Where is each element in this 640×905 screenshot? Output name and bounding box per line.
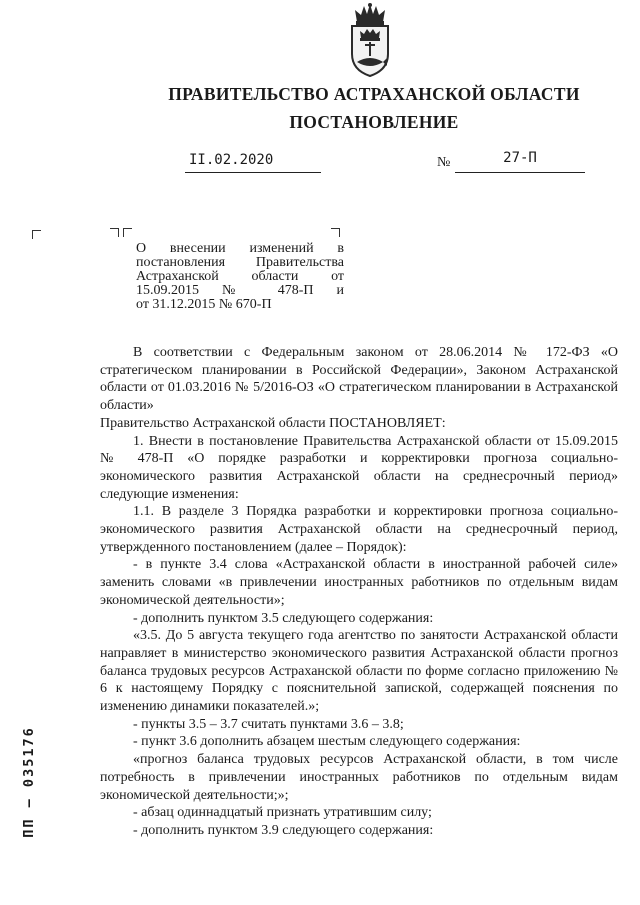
paragraph: Правительство Астраханской области ПОСТАНОВЛЯЕТ: [100,415,446,431]
number-label: № [437,155,451,170]
document-type-heading: ПОСТАНОВЛЕНИЕ [289,112,459,132]
document-title [136,242,344,312]
document-body [100,344,618,840]
paragraph: - пункты 3.5 – 3.7 считать пунктами 3.6 – 3.8; [133,716,404,732]
paragraph: - дополнить пунктом 3.5 следующего содержания: [133,610,434,626]
paragraph: - в пункте 3.4 слова «Астраханской области в иностранной рабочей силе» заменить словами «в привлечении иностранных работников по отдельным видам экономической деятельности»; [100,557,618,608]
document-number: 27-П [455,150,585,173]
title-line: Астраханской области от [136,269,344,284]
organization-heading: ПРАВИТЕЛЬСТВО АСТРАХАНСКОЙ ОБЛАСТИ [168,84,580,104]
document-date: II.02.2020 [185,152,321,173]
paragraph: 1.1. В разделе 3 Порядка разработки и корректировки прогноза социально-экономического развития Астраханской области на среднесрочный период, утвержденного постановлением (далее – Порядок): [100,504,618,555]
paragraph: - абзац одиннадцатый признать утратившим силу; [133,805,432,821]
title-line: 15.09.2015 № 478-П и [136,283,344,298]
title-line: О внесении изменений в [136,241,344,256]
paragraph: «прогноз баланса трудовых ресурсов Астраханской области, в том числе потребность в привлечении иностранных работников по отдельным видам экономической деятельности;»; [100,752,618,803]
paragraph: 1. Внести в постановление Правительства Астраханской области от 15.09.2015 № 478-П «О порядке разработки и корректировки прогноза социально-экономического развития Астраханской области на среднесрочный период» следующие изменения: [100,433,618,502]
corner-mark [123,228,132,237]
paragraph: В соответствии с Федеральным законом от 28.06.2014 № 172-ФЗ «О стратегическом планировании в Российской Федерации», Законом Астраханской области от 01.03.2016 № 5/2016-ОЗ «О стратегическом планировании в Астраханской области» [100,345,618,414]
serial-stamp [12,716,52,866]
coat-of-arms-icon [345,2,395,78]
paragraph: - дополнить пунктом 3.9 следующего содержания: [133,822,434,838]
serial-number: ПП – 035176 [21,726,37,838]
title-line: постановления Правительства [136,255,344,270]
corner-mark [110,228,119,237]
title-line: от 31.12.2015 № 670-П [136,297,272,312]
corner-mark [331,228,340,237]
paragraph: «3.5. До 5 августа текущего года агентство по занятости Астраханской области направляет в министерство экономического развития Астраханской области прогноз баланса трудовых ресурсов Астраханской области по форме согласно приложению № 6 к настоящему Порядку с пояснительной запиской, содержащей пояснения по изменению динамики показателей.»; [100,628,618,715]
corner-mark [32,230,41,239]
paragraph: - пункт 3.6 дополнить абзацем шестым следующего содержания: [133,734,521,750]
